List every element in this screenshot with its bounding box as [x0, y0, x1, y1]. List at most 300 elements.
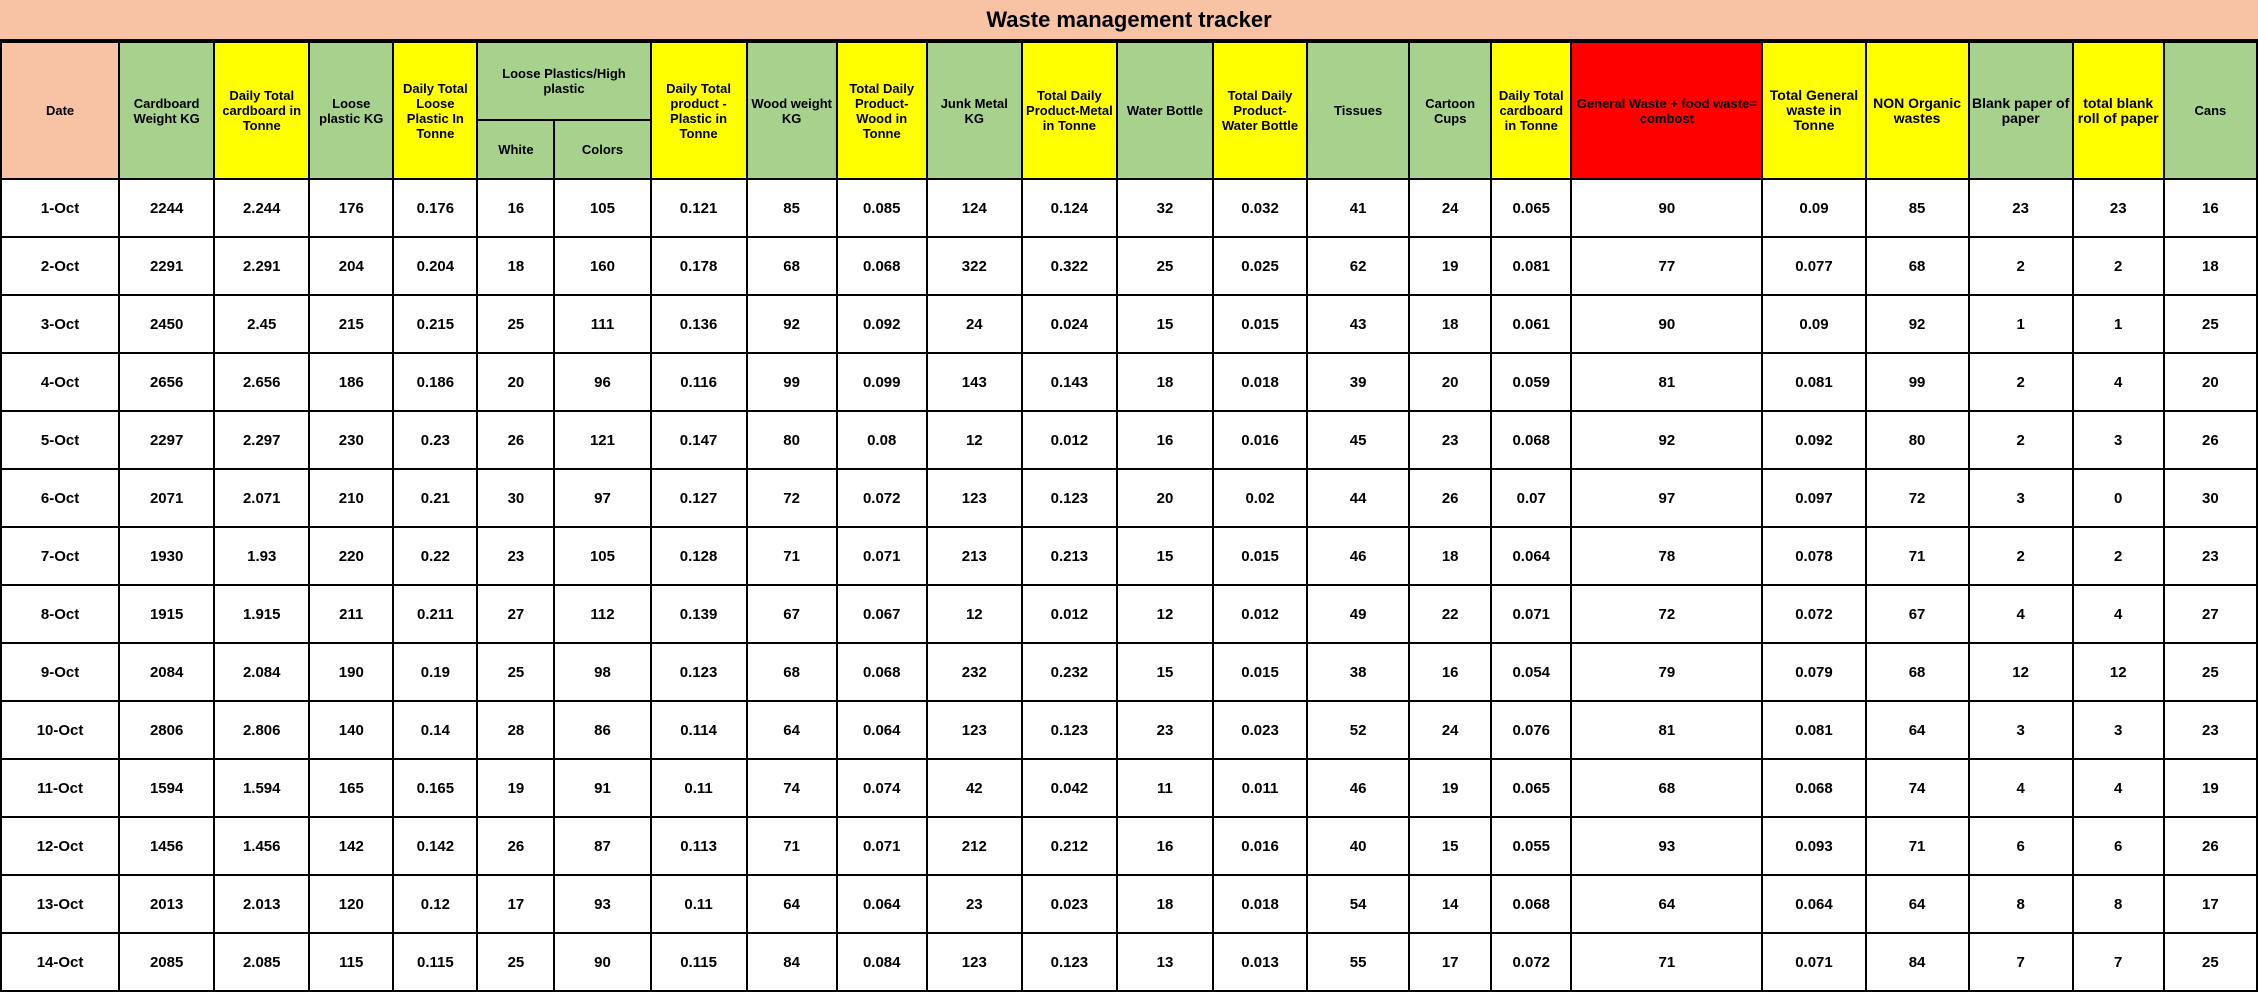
data-cell[interactable]: 90: [554, 933, 650, 991]
data-cell[interactable]: 16: [1117, 817, 1213, 875]
data-cell[interactable]: 26: [1409, 469, 1491, 527]
data-cell[interactable]: 0.081: [1762, 353, 1865, 411]
data-cell[interactable]: 0.068: [837, 237, 927, 295]
data-cell[interactable]: 0.085: [837, 179, 927, 237]
data-cell[interactable]: 80: [747, 411, 837, 469]
data-cell[interactable]: 18: [2164, 237, 2257, 295]
date-cell[interactable]: 3-Oct: [1, 295, 119, 353]
data-cell[interactable]: 123: [927, 933, 1022, 991]
data-cell[interactable]: 211: [309, 585, 393, 643]
data-cell[interactable]: 90: [1571, 179, 1762, 237]
data-cell[interactable]: 0.215: [393, 295, 477, 353]
data-cell[interactable]: 74: [747, 759, 837, 817]
data-cell[interactable]: 0.071: [837, 817, 927, 875]
data-cell[interactable]: 79: [1571, 643, 1762, 701]
data-cell[interactable]: 0.012: [1022, 585, 1117, 643]
data-cell[interactable]: 23: [2164, 527, 2257, 585]
data-cell[interactable]: 4: [2073, 759, 2164, 817]
data-cell[interactable]: 25: [2164, 933, 2257, 991]
data-cell[interactable]: 0.018: [1213, 875, 1307, 933]
data-cell[interactable]: 2071: [119, 469, 214, 527]
date-cell[interactable]: 2-Oct: [1, 237, 119, 295]
data-cell[interactable]: 2656: [119, 353, 214, 411]
data-cell[interactable]: 68: [1866, 237, 1969, 295]
data-cell[interactable]: 105: [554, 179, 650, 237]
data-cell[interactable]: 0.065: [1491, 759, 1571, 817]
data-cell[interactable]: 0.016: [1213, 411, 1307, 469]
date-cell[interactable]: 4-Oct: [1, 353, 119, 411]
data-cell[interactable]: 99: [1866, 353, 1969, 411]
data-cell[interactable]: 2.244: [214, 179, 309, 237]
data-cell[interactable]: 64: [1866, 701, 1969, 759]
data-cell[interactable]: 26: [2164, 411, 2257, 469]
data-cell[interactable]: 0.071: [1762, 933, 1865, 991]
data-cell[interactable]: 12: [927, 411, 1022, 469]
data-cell[interactable]: 0: [2073, 469, 2164, 527]
data-cell[interactable]: 6: [2073, 817, 2164, 875]
data-cell[interactable]: 2.013: [214, 875, 309, 933]
data-cell[interactable]: 96: [554, 353, 650, 411]
data-cell[interactable]: 215: [309, 295, 393, 353]
data-cell[interactable]: 1.93: [214, 527, 309, 585]
data-cell[interactable]: 0.012: [1022, 411, 1117, 469]
data-cell[interactable]: 123: [927, 469, 1022, 527]
data-cell[interactable]: 140: [309, 701, 393, 759]
data-cell[interactable]: 0.142: [393, 817, 477, 875]
data-cell[interactable]: 0.124: [1022, 179, 1117, 237]
data-cell[interactable]: 0.071: [837, 527, 927, 585]
data-cell[interactable]: 27: [477, 585, 554, 643]
data-cell[interactable]: 3: [1969, 701, 2073, 759]
data-cell[interactable]: 20: [2164, 353, 2257, 411]
data-cell[interactable]: 25: [2164, 295, 2257, 353]
data-cell[interactable]: 19: [1409, 759, 1491, 817]
data-cell[interactable]: 0.064: [1491, 527, 1571, 585]
data-cell[interactable]: 97: [1571, 469, 1762, 527]
data-cell[interactable]: 7: [1969, 933, 2073, 991]
date-cell[interactable]: 11-Oct: [1, 759, 119, 817]
data-cell[interactable]: 2.291: [214, 237, 309, 295]
data-cell[interactable]: 26: [2164, 817, 2257, 875]
data-cell[interactable]: 67: [747, 585, 837, 643]
data-cell[interactable]: 0.068: [837, 643, 927, 701]
data-cell[interactable]: 143: [927, 353, 1022, 411]
data-cell[interactable]: 25: [477, 933, 554, 991]
data-cell[interactable]: 120: [309, 875, 393, 933]
data-cell[interactable]: 85: [747, 179, 837, 237]
data-cell[interactable]: 22: [1409, 585, 1491, 643]
data-cell[interactable]: 1.915: [214, 585, 309, 643]
data-cell[interactable]: 93: [554, 875, 650, 933]
date-cell[interactable]: 12-Oct: [1, 817, 119, 875]
data-cell[interactable]: 0.059: [1491, 353, 1571, 411]
data-cell[interactable]: 26: [477, 411, 554, 469]
data-cell[interactable]: 46: [1307, 527, 1409, 585]
data-cell[interactable]: 13: [1117, 933, 1213, 991]
data-cell[interactable]: 112: [554, 585, 650, 643]
data-cell[interactable]: 2297: [119, 411, 214, 469]
data-cell[interactable]: 0.21: [393, 469, 477, 527]
data-cell[interactable]: 2: [1969, 237, 2073, 295]
data-cell[interactable]: 67: [1866, 585, 1969, 643]
data-cell[interactable]: 0.055: [1491, 817, 1571, 875]
data-cell[interactable]: 0.072: [1491, 933, 1571, 991]
data-cell[interactable]: 0.02: [1213, 469, 1307, 527]
data-cell[interactable]: 0.072: [837, 469, 927, 527]
data-cell[interactable]: 2.071: [214, 469, 309, 527]
data-cell[interactable]: 99: [747, 353, 837, 411]
data-cell[interactable]: 49: [1307, 585, 1409, 643]
data-cell[interactable]: 39: [1307, 353, 1409, 411]
date-cell[interactable]: 1-Oct: [1, 179, 119, 237]
data-cell[interactable]: 0.013: [1213, 933, 1307, 991]
data-cell[interactable]: 0.024: [1022, 295, 1117, 353]
data-cell[interactable]: 1915: [119, 585, 214, 643]
data-cell[interactable]: 0.076: [1491, 701, 1571, 759]
data-cell[interactable]: 0.064: [837, 701, 927, 759]
data-cell[interactable]: 6: [1969, 817, 2073, 875]
data-cell[interactable]: 20: [477, 353, 554, 411]
data-cell[interactable]: 0.11: [651, 875, 747, 933]
data-cell[interactable]: 0.116: [651, 353, 747, 411]
data-cell[interactable]: 40: [1307, 817, 1409, 875]
data-cell[interactable]: 71: [747, 527, 837, 585]
data-cell[interactable]: 12: [1117, 585, 1213, 643]
data-cell[interactable]: 0.078: [1762, 527, 1865, 585]
data-cell[interactable]: 68: [1866, 643, 1969, 701]
data-cell[interactable]: 74: [1866, 759, 1969, 817]
data-cell[interactable]: 18: [1409, 295, 1491, 353]
data-cell[interactable]: 165: [309, 759, 393, 817]
data-cell[interactable]: 72: [1866, 469, 1969, 527]
data-cell[interactable]: 17: [477, 875, 554, 933]
data-cell[interactable]: 8: [2073, 875, 2164, 933]
data-cell[interactable]: 68: [747, 237, 837, 295]
data-cell[interactable]: 212: [927, 817, 1022, 875]
data-cell[interactable]: 72: [747, 469, 837, 527]
data-cell[interactable]: 0.092: [837, 295, 927, 353]
data-cell[interactable]: 0.115: [651, 933, 747, 991]
data-cell[interactable]: 0.186: [393, 353, 477, 411]
data-cell[interactable]: 0.123: [1022, 933, 1117, 991]
data-cell[interactable]: 0.07: [1491, 469, 1571, 527]
data-cell[interactable]: 0.204: [393, 237, 477, 295]
data-cell[interactable]: 160: [554, 237, 650, 295]
data-cell[interactable]: 91: [554, 759, 650, 817]
data-cell[interactable]: 45: [1307, 411, 1409, 469]
data-cell[interactable]: 0.084: [837, 933, 927, 991]
data-cell[interactable]: 0.018: [1213, 353, 1307, 411]
data-cell[interactable]: 4: [1969, 759, 2073, 817]
data-cell[interactable]: 2: [1969, 353, 2073, 411]
data-cell[interactable]: 25: [477, 295, 554, 353]
data-cell[interactable]: 220: [309, 527, 393, 585]
data-cell[interactable]: 24: [1409, 701, 1491, 759]
data-cell[interactable]: 81: [1571, 353, 1762, 411]
data-cell[interactable]: 0.015: [1213, 527, 1307, 585]
data-cell[interactable]: 0.127: [651, 469, 747, 527]
data-cell[interactable]: 0.081: [1762, 701, 1865, 759]
data-cell[interactable]: 0.079: [1762, 643, 1865, 701]
data-cell[interactable]: 25: [1117, 237, 1213, 295]
data-cell[interactable]: 186: [309, 353, 393, 411]
data-cell[interactable]: 68: [1571, 759, 1762, 817]
data-cell[interactable]: 0.061: [1491, 295, 1571, 353]
data-cell[interactable]: 90: [1571, 295, 1762, 353]
data-cell[interactable]: 2.45: [214, 295, 309, 353]
data-cell[interactable]: 190: [309, 643, 393, 701]
date-cell[interactable]: 7-Oct: [1, 527, 119, 585]
data-cell[interactable]: 0.011: [1213, 759, 1307, 817]
date-cell[interactable]: 13-Oct: [1, 875, 119, 933]
data-cell[interactable]: 15: [1117, 295, 1213, 353]
data-cell[interactable]: 0.113: [651, 817, 747, 875]
data-cell[interactable]: 2.084: [214, 643, 309, 701]
data-cell[interactable]: 121: [554, 411, 650, 469]
data-cell[interactable]: 18: [1117, 875, 1213, 933]
data-cell[interactable]: 210: [309, 469, 393, 527]
data-cell[interactable]: 0.071: [1491, 585, 1571, 643]
data-cell[interactable]: 23: [2073, 179, 2164, 237]
date-cell[interactable]: 5-Oct: [1, 411, 119, 469]
data-cell[interactable]: 0.068: [1491, 411, 1571, 469]
data-cell[interactable]: 0.042: [1022, 759, 1117, 817]
data-cell[interactable]: 124: [927, 179, 1022, 237]
data-cell[interactable]: 0.092: [1762, 411, 1865, 469]
data-cell[interactable]: 84: [1866, 933, 1969, 991]
data-cell[interactable]: 2085: [119, 933, 214, 991]
data-cell[interactable]: 2244: [119, 179, 214, 237]
data-cell[interactable]: 17: [1409, 933, 1491, 991]
data-cell[interactable]: 1456: [119, 817, 214, 875]
data-cell[interactable]: 78: [1571, 527, 1762, 585]
data-cell[interactable]: 2: [1969, 411, 2073, 469]
data-cell[interactable]: 0.032: [1213, 179, 1307, 237]
data-cell[interactable]: 0.064: [837, 875, 927, 933]
data-cell[interactable]: 0.015: [1213, 295, 1307, 353]
data-cell[interactable]: 0.322: [1022, 237, 1117, 295]
data-cell[interactable]: 0.123: [651, 643, 747, 701]
data-cell[interactable]: 0.065: [1491, 179, 1571, 237]
data-cell[interactable]: 0.074: [837, 759, 927, 817]
data-cell[interactable]: 204: [309, 237, 393, 295]
data-cell[interactable]: 2.085: [214, 933, 309, 991]
date-cell[interactable]: 10-Oct: [1, 701, 119, 759]
data-cell[interactable]: 0.068: [1762, 759, 1865, 817]
data-cell[interactable]: 2806: [119, 701, 214, 759]
data-cell[interactable]: 98: [554, 643, 650, 701]
data-cell[interactable]: 72: [1571, 585, 1762, 643]
data-cell[interactable]: 0.064: [1762, 875, 1865, 933]
data-cell[interactable]: 0.016: [1213, 817, 1307, 875]
data-cell[interactable]: 11: [1117, 759, 1213, 817]
data-cell[interactable]: 15: [1409, 817, 1491, 875]
data-cell[interactable]: 1594: [119, 759, 214, 817]
data-cell[interactable]: 3: [2073, 701, 2164, 759]
data-cell[interactable]: 86: [554, 701, 650, 759]
data-cell[interactable]: 23: [477, 527, 554, 585]
data-cell[interactable]: 17: [2164, 875, 2257, 933]
data-cell[interactable]: 4: [2073, 585, 2164, 643]
data-cell[interactable]: 2: [2073, 527, 2164, 585]
date-cell[interactable]: 6-Oct: [1, 469, 119, 527]
data-cell[interactable]: 0.19: [393, 643, 477, 701]
data-cell[interactable]: 111: [554, 295, 650, 353]
data-cell[interactable]: 1.594: [214, 759, 309, 817]
data-cell[interactable]: 0.213: [1022, 527, 1117, 585]
data-cell[interactable]: 20: [1117, 469, 1213, 527]
data-cell[interactable]: 0.128: [651, 527, 747, 585]
data-cell[interactable]: 24: [927, 295, 1022, 353]
data-cell[interactable]: 71: [1866, 817, 1969, 875]
data-cell[interactable]: 71: [1571, 933, 1762, 991]
data-cell[interactable]: 27: [2164, 585, 2257, 643]
data-cell[interactable]: 142: [309, 817, 393, 875]
data-cell[interactable]: 0.015: [1213, 643, 1307, 701]
data-cell[interactable]: 4: [1969, 585, 2073, 643]
data-cell[interactable]: 0.072: [1762, 585, 1865, 643]
data-cell[interactable]: 213: [927, 527, 1022, 585]
data-cell[interactable]: 23: [2164, 701, 2257, 759]
data-cell[interactable]: 0.176: [393, 179, 477, 237]
data-cell[interactable]: 0.012: [1213, 585, 1307, 643]
data-cell[interactable]: 0.139: [651, 585, 747, 643]
data-cell[interactable]: 3: [2073, 411, 2164, 469]
data-cell[interactable]: 2.656: [214, 353, 309, 411]
data-cell[interactable]: 0.067: [837, 585, 927, 643]
data-cell[interactable]: 1.456: [214, 817, 309, 875]
data-cell[interactable]: 25: [2164, 643, 2257, 701]
data-cell[interactable]: 12: [1969, 643, 2073, 701]
data-cell[interactable]: 176: [309, 179, 393, 237]
data-cell[interactable]: 0.114: [651, 701, 747, 759]
data-cell[interactable]: 123: [927, 701, 1022, 759]
data-cell[interactable]: 12: [2073, 643, 2164, 701]
data-cell[interactable]: 84: [747, 933, 837, 991]
data-cell[interactable]: 32: [1117, 179, 1213, 237]
data-cell[interactable]: 0.077: [1762, 237, 1865, 295]
data-cell[interactable]: 322: [927, 237, 1022, 295]
data-cell[interactable]: 41: [1307, 179, 1409, 237]
data-cell[interactable]: 0.11: [651, 759, 747, 817]
data-cell[interactable]: 0.143: [1022, 353, 1117, 411]
data-cell[interactable]: 0.054: [1491, 643, 1571, 701]
data-cell[interactable]: 1: [1969, 295, 2073, 353]
data-cell[interactable]: 8: [1969, 875, 2073, 933]
data-cell[interactable]: 4: [2073, 353, 2164, 411]
data-cell[interactable]: 0.211: [393, 585, 477, 643]
data-cell[interactable]: 0.068: [1491, 875, 1571, 933]
data-cell[interactable]: 0.09: [1762, 295, 1865, 353]
data-cell[interactable]: 0.023: [1022, 875, 1117, 933]
data-cell[interactable]: 23: [1969, 179, 2073, 237]
data-cell[interactable]: 64: [747, 875, 837, 933]
data-cell[interactable]: 16: [1409, 643, 1491, 701]
data-cell[interactable]: 19: [1409, 237, 1491, 295]
data-cell[interactable]: 232: [927, 643, 1022, 701]
date-cell[interactable]: 14-Oct: [1, 933, 119, 991]
data-cell[interactable]: 0.147: [651, 411, 747, 469]
data-cell[interactable]: 68: [747, 643, 837, 701]
data-cell[interactable]: 2013: [119, 875, 214, 933]
data-cell[interactable]: 2.806: [214, 701, 309, 759]
data-cell[interactable]: 7: [2073, 933, 2164, 991]
data-cell[interactable]: 46: [1307, 759, 1409, 817]
data-cell[interactable]: 2450: [119, 295, 214, 353]
data-cell[interactable]: 71: [1866, 527, 1969, 585]
data-cell[interactable]: 81: [1571, 701, 1762, 759]
data-cell[interactable]: 92: [1866, 295, 1969, 353]
data-cell[interactable]: 71: [747, 817, 837, 875]
data-cell[interactable]: 0.115: [393, 933, 477, 991]
data-cell[interactable]: 0.081: [1491, 237, 1571, 295]
data-cell[interactable]: 0.123: [1022, 469, 1117, 527]
data-cell[interactable]: 0.093: [1762, 817, 1865, 875]
date-cell[interactable]: 8-Oct: [1, 585, 119, 643]
data-cell[interactable]: 105: [554, 527, 650, 585]
data-cell[interactable]: 15: [1117, 527, 1213, 585]
data-cell[interactable]: 3: [1969, 469, 2073, 527]
data-cell[interactable]: 43: [1307, 295, 1409, 353]
data-cell[interactable]: 2291: [119, 237, 214, 295]
data-cell[interactable]: 64: [747, 701, 837, 759]
data-cell[interactable]: 80: [1866, 411, 1969, 469]
data-cell[interactable]: 64: [1571, 875, 1762, 933]
data-cell[interactable]: 12: [927, 585, 1022, 643]
data-cell[interactable]: 0.12: [393, 875, 477, 933]
data-cell[interactable]: 23: [1117, 701, 1213, 759]
data-cell[interactable]: 0.025: [1213, 237, 1307, 295]
data-cell[interactable]: 92: [1571, 411, 1762, 469]
date-cell[interactable]: 9-Oct: [1, 643, 119, 701]
data-cell[interactable]: 77: [1571, 237, 1762, 295]
data-cell[interactable]: 18: [1409, 527, 1491, 585]
data-cell[interactable]: 25: [477, 643, 554, 701]
data-cell[interactable]: 18: [477, 237, 554, 295]
data-cell[interactable]: 15: [1117, 643, 1213, 701]
data-cell[interactable]: 18: [1117, 353, 1213, 411]
data-cell[interactable]: 38: [1307, 643, 1409, 701]
data-cell[interactable]: 0.212: [1022, 817, 1117, 875]
data-cell[interactable]: 30: [2164, 469, 2257, 527]
data-cell[interactable]: 24: [1409, 179, 1491, 237]
data-cell[interactable]: 0.121: [651, 179, 747, 237]
data-cell[interactable]: 0.023: [1213, 701, 1307, 759]
data-cell[interactable]: 44: [1307, 469, 1409, 527]
data-cell[interactable]: 30: [477, 469, 554, 527]
data-cell[interactable]: 64: [1866, 875, 1969, 933]
data-cell[interactable]: 1930: [119, 527, 214, 585]
data-cell[interactable]: 1: [2073, 295, 2164, 353]
data-cell[interactable]: 19: [477, 759, 554, 817]
data-cell[interactable]: 2.297: [214, 411, 309, 469]
data-cell[interactable]: 54: [1307, 875, 1409, 933]
data-cell[interactable]: 93: [1571, 817, 1762, 875]
data-cell[interactable]: 92: [747, 295, 837, 353]
data-cell[interactable]: 62: [1307, 237, 1409, 295]
data-cell[interactable]: 19: [2164, 759, 2257, 817]
data-cell[interactable]: 23: [1409, 411, 1491, 469]
data-cell[interactable]: 2: [2073, 237, 2164, 295]
data-cell[interactable]: 87: [554, 817, 650, 875]
data-cell[interactable]: 23: [927, 875, 1022, 933]
data-cell[interactable]: 28: [477, 701, 554, 759]
data-cell[interactable]: 0.178: [651, 237, 747, 295]
data-cell[interactable]: 0.136: [651, 295, 747, 353]
data-cell[interactable]: 55: [1307, 933, 1409, 991]
data-cell[interactable]: 2: [1969, 527, 2073, 585]
data-cell[interactable]: 0.123: [1022, 701, 1117, 759]
